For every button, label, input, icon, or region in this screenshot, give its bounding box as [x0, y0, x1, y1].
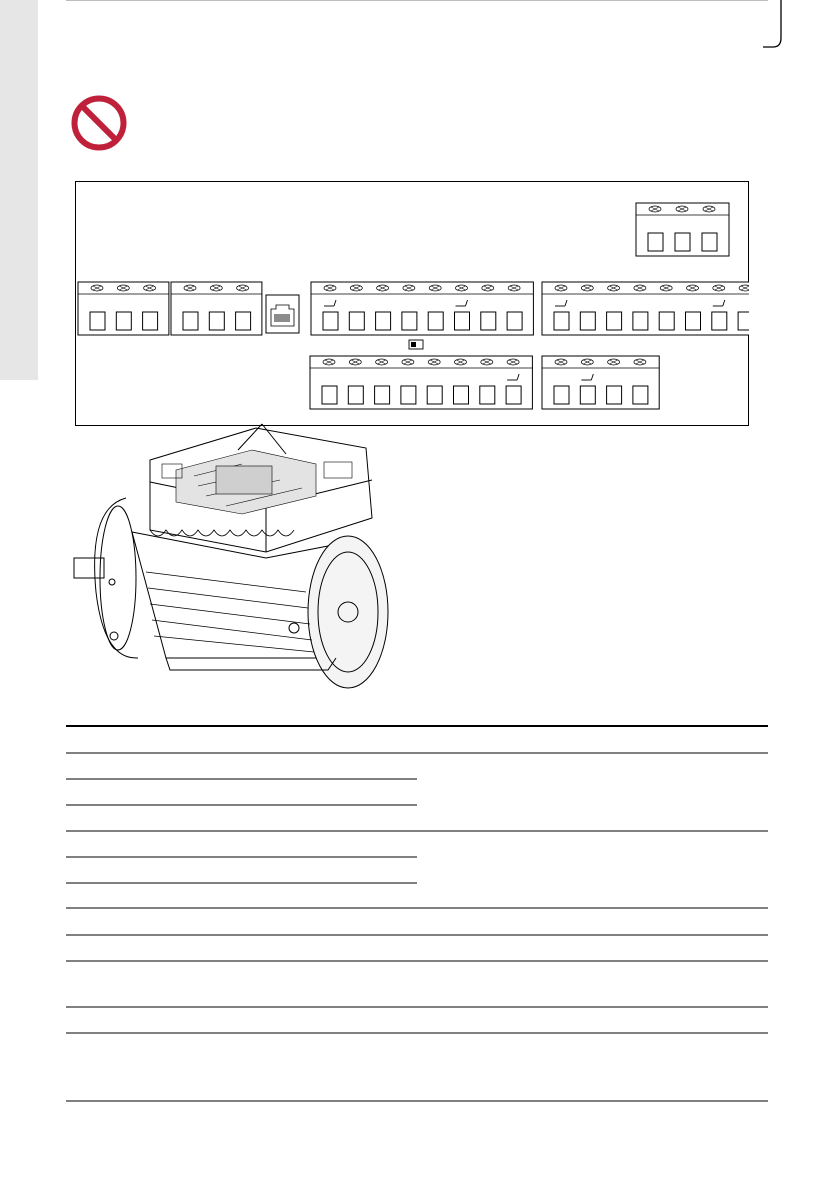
parameter-table	[66, 725, 768, 1105]
terminal-clamp	[90, 312, 105, 330]
terminal-block-tb-c	[311, 282, 533, 335]
terminal-clamp	[455, 312, 470, 330]
terminal-block-tb-a	[78, 282, 169, 335]
terminal-clamp	[375, 386, 390, 404]
rj45-port-icon	[266, 295, 299, 333]
crop-mark	[763, 0, 783, 48]
terminal-clamp	[507, 312, 522, 330]
terminal-clamp	[376, 312, 391, 330]
terminal-block-tb-d	[542, 282, 749, 335]
terminal-clamp	[323, 312, 338, 330]
terminal-clamp	[116, 312, 131, 330]
terminal-clamp	[712, 312, 727, 330]
terminal-clamp	[633, 386, 648, 404]
terminal-clamp	[554, 312, 569, 330]
terminal-block-tb-b	[171, 282, 262, 335]
terminal-clamp	[659, 312, 674, 330]
terminal-clamp	[427, 386, 442, 404]
motor-illustration	[66, 422, 396, 690]
terminal-clamp	[183, 312, 198, 330]
terminal-clamp	[607, 386, 622, 404]
section-side-tab	[0, 0, 38, 380]
terminal-block-top-right	[636, 203, 729, 256]
terminal-clamp	[607, 312, 622, 330]
terminal-block-tb-f	[542, 356, 659, 409]
terminal-clamp	[702, 233, 717, 251]
terminal-clamp	[322, 386, 337, 404]
terminal-clamp	[209, 312, 224, 330]
terminal-clamp	[236, 312, 251, 330]
terminal-clamp	[348, 386, 363, 404]
dip-switch-icon	[409, 340, 423, 349]
header-rule	[66, 0, 768, 1]
terminal-clamp	[554, 386, 569, 404]
terminal-clamp	[580, 312, 595, 330]
terminal-clamp	[686, 312, 701, 330]
terminal-clamp	[401, 386, 416, 404]
terminal-clamp	[506, 386, 521, 404]
terminal-clamp	[580, 386, 595, 404]
terminal-clamp	[402, 312, 417, 330]
terminal-clamp	[454, 386, 469, 404]
terminal-clamp	[675, 233, 690, 251]
terminal-clamp	[633, 312, 648, 330]
terminal-clamp	[481, 312, 496, 330]
terminal-block-tb-e	[310, 356, 532, 409]
terminal-clamp	[648, 233, 663, 251]
terminal-clamp	[349, 312, 364, 330]
terminal-clamp	[143, 312, 158, 330]
terminal-clamp	[480, 386, 495, 404]
terminal-layout-diagram	[75, 181, 749, 426]
terminal-clamp	[738, 312, 749, 330]
terminal-clamp	[428, 312, 443, 330]
prohibition-sign-icon	[70, 94, 128, 152]
